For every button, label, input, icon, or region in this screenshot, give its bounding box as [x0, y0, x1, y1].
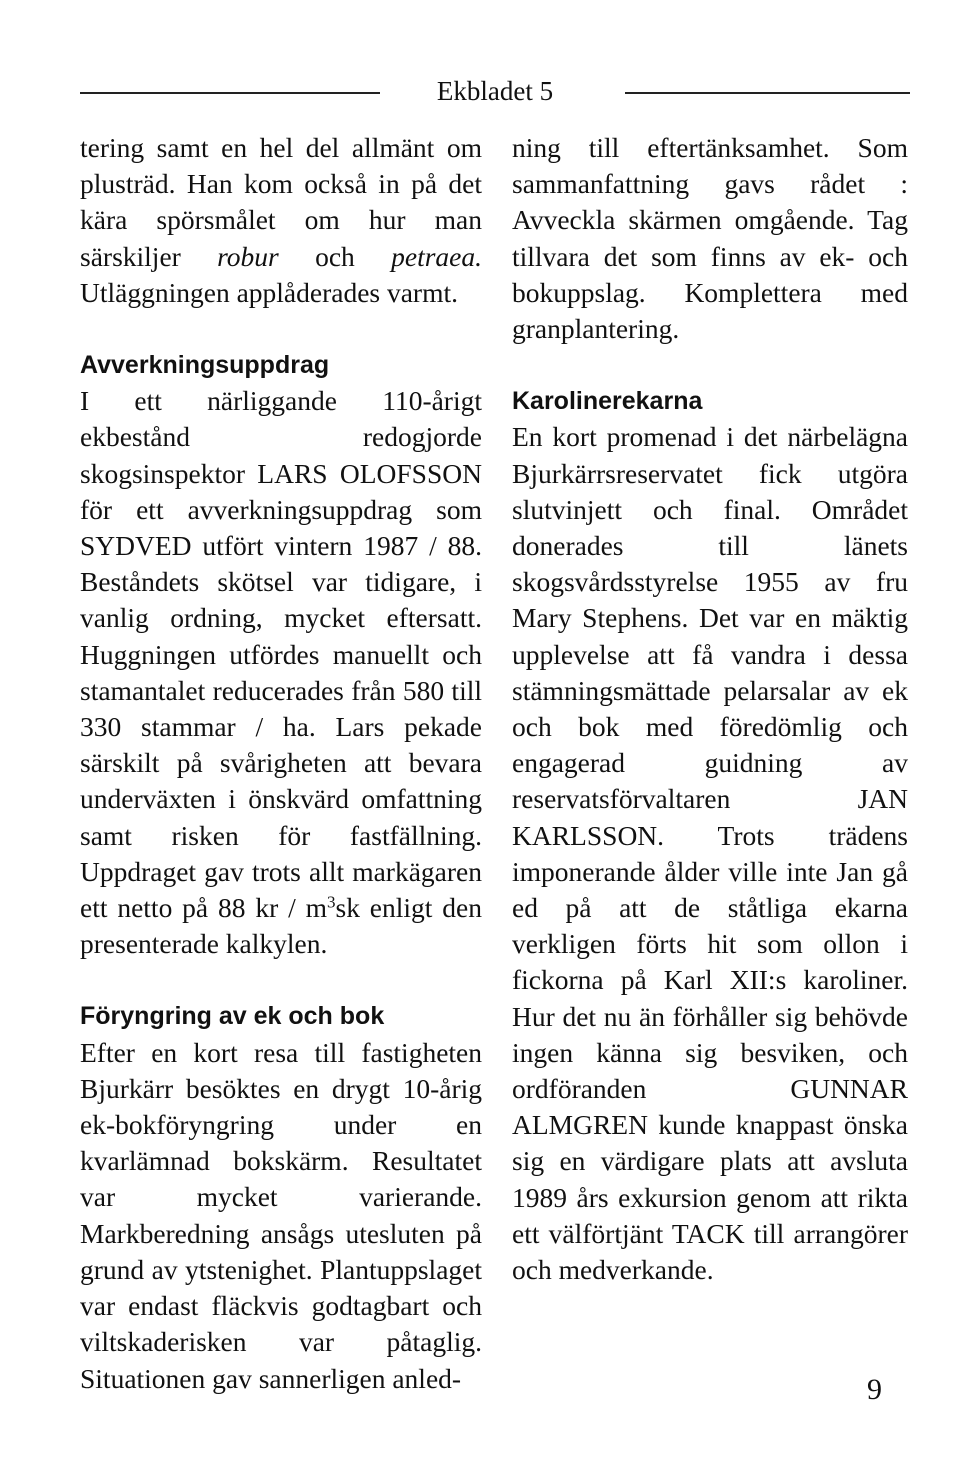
continuation-paragraph: ning till eftertänksamhet. Som sammanfattning gavs rådet : Avveckla skärmen omgående. Tag tillvara det som finns av ek- och bokuppslag. Komplettera med granplantering. [512, 132, 908, 345]
karolinerekarna-paragraph: En kort promenad i det närbelägna Bjurkärrsreservatet fick utgöra slutvinjett och final. Området donerades till länets skogsvårdsstyrelse 1955 av fru Mary Stephens. Det var en mäktig upplevelse att få vandra i dessa stämningsmättade pelarsalar av ek och bok med föredömlig och engagerad guidning av reservatsförvaltaren JAN KARLSSON. Trots trädens imponerande ålder ville inte Jan gå ed på att de ståtliga ekarna verkligen förts hit som ollon i fickorna på Karl XII:s karoliner. Hur det nu än förhåller sig behövde ingen känna sig besviken, och ordföranden GUNNAR ALMGREN kunde knappast önska sig en värdigare plats att avsluta 1989 års exkursion genom att rikta ett välförtjänt TACK till arrangörer och medverkande. [512, 421, 908, 1286]
foryngring-paragraph: Efter en kort resa till fastigheten Bjurkärr besöktes en drygt 10-årig ek-bokföryngring under en kvarlämnad bokskärm. Resultatet var mycket varierande. Markberedning ansågs utesluten på grund av ytstenighet. Plantuppslaget var endast fläckvis godtagbart och viltskaderisken var påtaglig. Situationen gav sannerligen anled- [80, 1036, 482, 1394]
paragraph-gap [80, 962, 482, 998]
page-header [80, 70, 910, 114]
section-heading-karolinerekarna: Karolinerekarna [512, 387, 703, 416]
avverkningsuppdrag-paragraph [80, 383, 482, 962]
right-column [512, 130, 908, 1288]
intro-conjunction: och [278, 240, 392, 272]
paragraph-gap [80, 311, 482, 347]
species-robur: robur [217, 240, 279, 272]
paragraph-gap [512, 347, 908, 383]
section-heading-foryngring: Föryngring av ek och bok [80, 1002, 385, 1031]
section-heading-avverkningsuppdrag: Avverkningsuppdrag [80, 351, 330, 380]
intro-text-end: Utläggningen applåderades varmt. [80, 276, 458, 308]
avverkningsuppdrag-body: I ett närliggande 110-årigt ekbestånd redogjorde skogsinspektor LARS OLOFSSON för ett avverkningsuppdrag som SYDVED utfört vintern 1987 / 88. Beståndets skötsel var tidigare, i vanlig ordning, mycket eftersatt. Huggningen utfördes manuellt och stamantalet reducerades från 580 till 330 stammar / ha. Lars pekade särskilt på svårigheten att bevara underväxten i önskvärd omfattning samt risken för fastfällning. Uppdraget gav trots allt markägaren ett netto på 88 kr / m [80, 385, 482, 924]
page-number: 9 [867, 1373, 882, 1406]
publication-title: Ekbladet 5 [436, 76, 554, 106]
left-column [80, 130, 482, 1397]
intro-paragraph [80, 130, 482, 311]
intro-text-part: tering samt en hel del allmänt om plusträd. Han kom också in på det kära spörsmålet om hur man särskiljer [80, 132, 482, 272]
species-petraea: petraea. [391, 240, 482, 272]
avverkningsuppdrag-body-end: sk enligt den presenterade kalkylen. [80, 892, 482, 960]
header-rule-right [625, 92, 910, 94]
cubic-superscript: 3 [326, 892, 336, 912]
